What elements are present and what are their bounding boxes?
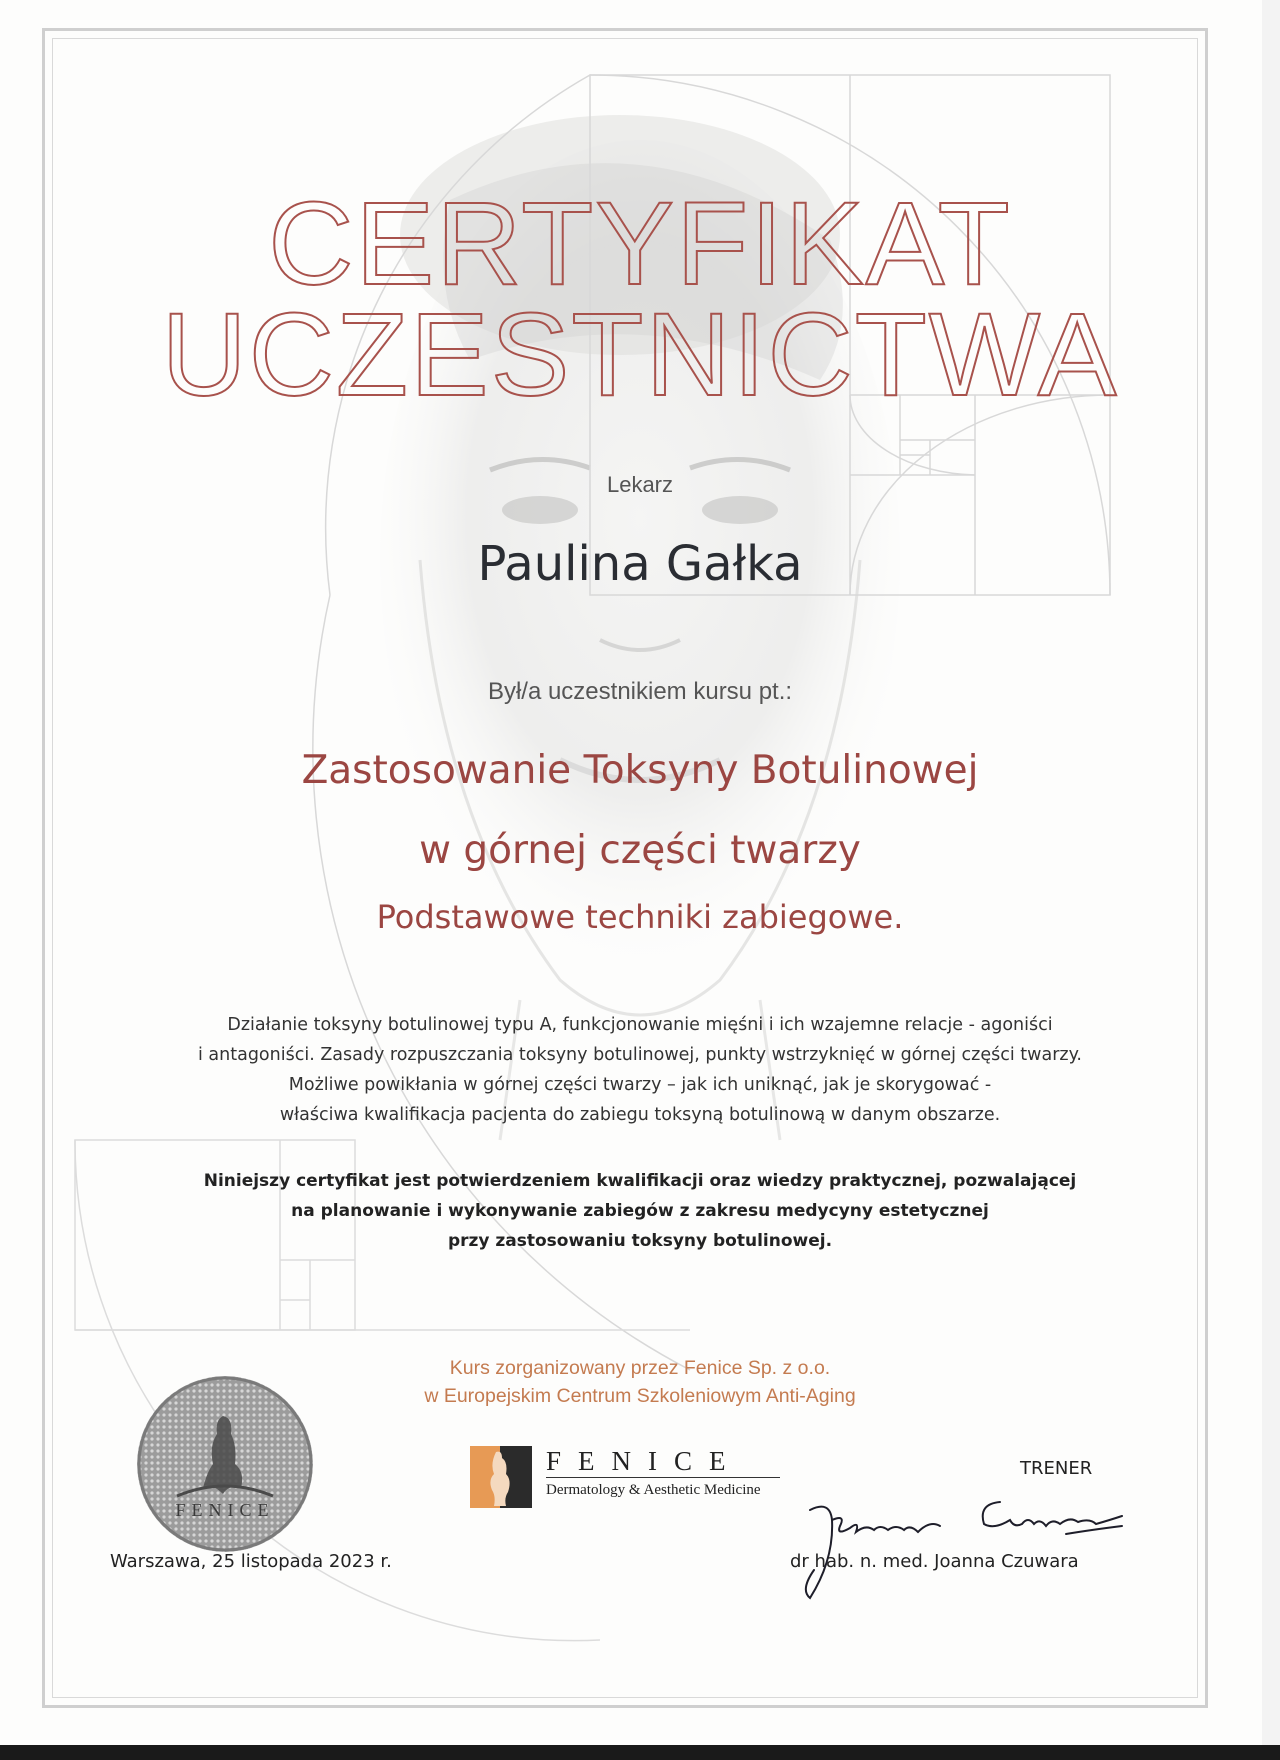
- course-title-line2: w górnej części twarzy: [419, 828, 861, 873]
- hologram-seal: [137, 1376, 313, 1552]
- certificate-title-line1: CERTYFIKAT: [268, 178, 1012, 310]
- place-and-date: Warszawa, 25 listopada 2023 r.: [110, 1551, 392, 1572]
- fenice-logo: [470, 1446, 780, 1508]
- certificate-title-line2: UCZESTNICTWA: [161, 289, 1119, 421]
- course-subtitle: Podstawowe techniki zabiegowe.: [376, 898, 904, 936]
- participant-name: Paulina Gałka: [477, 536, 803, 592]
- seal-text: FENICE: [175, 1500, 275, 1520]
- confirmation-statement: [0, 1166, 1280, 1256]
- description-line: i antagoniści. Zasady rozpuszczania toksyny botulinowej, punkty wstrzyknięć w górnej części twarzy.: [198, 1045, 1082, 1065]
- organizer-note: [320, 1354, 960, 1410]
- course-intro: Był/a uczestnikiem kursu pt.:: [487, 678, 793, 705]
- participant-role: Lekarz: [606, 472, 674, 497]
- confirmation-line: na planowanie i wykonywanie zabiegów z zakresu medycyny estetycznej: [291, 1201, 989, 1221]
- trainer-label: TRENER: [1020, 1458, 1093, 1479]
- confirmation-line: przy zastosowaniu toksyny botulinowej.: [447, 1231, 833, 1251]
- trainer-signature: [770, 1480, 1140, 1600]
- scan-edge: [1262, 0, 1280, 1745]
- fenice-figure-icon: [470, 1446, 532, 1508]
- description-line: właściwa kwalifikacja pacjenta do zabiegu toksyną botulinową w danym obszarze.: [279, 1105, 1001, 1125]
- logo-divider: [546, 1477, 780, 1478]
- course-description: [0, 1010, 1280, 1130]
- description-line: Działanie toksyny botulinowej typu A, funkcjonowanie mięśni i ich wzajemne relacje - agoniści: [227, 1015, 1053, 1035]
- description-line: Możliwe powikłania w górnej części twarzy – jak ich uniknąć, jak je skorygować -: [288, 1075, 992, 1095]
- logo-wordmark: FENICE: [546, 1446, 743, 1476]
- confirmation-line: Niniejszy certyfikat jest potwierdzeniem kwalifikacji oraz wiedzy praktycznej, pozwalającej: [203, 1171, 1077, 1191]
- scan-bottom-strip: [0, 1745, 1280, 1760]
- organizer-line: w Europejskim Centrum Szkoleniowym Anti-Aging: [424, 1385, 856, 1407]
- trainer-name: dr hab. n. med. Joanna Czuwara: [790, 1551, 1079, 1572]
- course-title-line1: Zastosowanie Toksyny Botulinowej: [301, 748, 979, 793]
- logo-tagline: Dermatology & Aesthetic Medicine: [546, 1482, 761, 1498]
- organizer-line: Kurs zorganizowany przez Fenice Sp. z o.o.: [449, 1357, 831, 1379]
